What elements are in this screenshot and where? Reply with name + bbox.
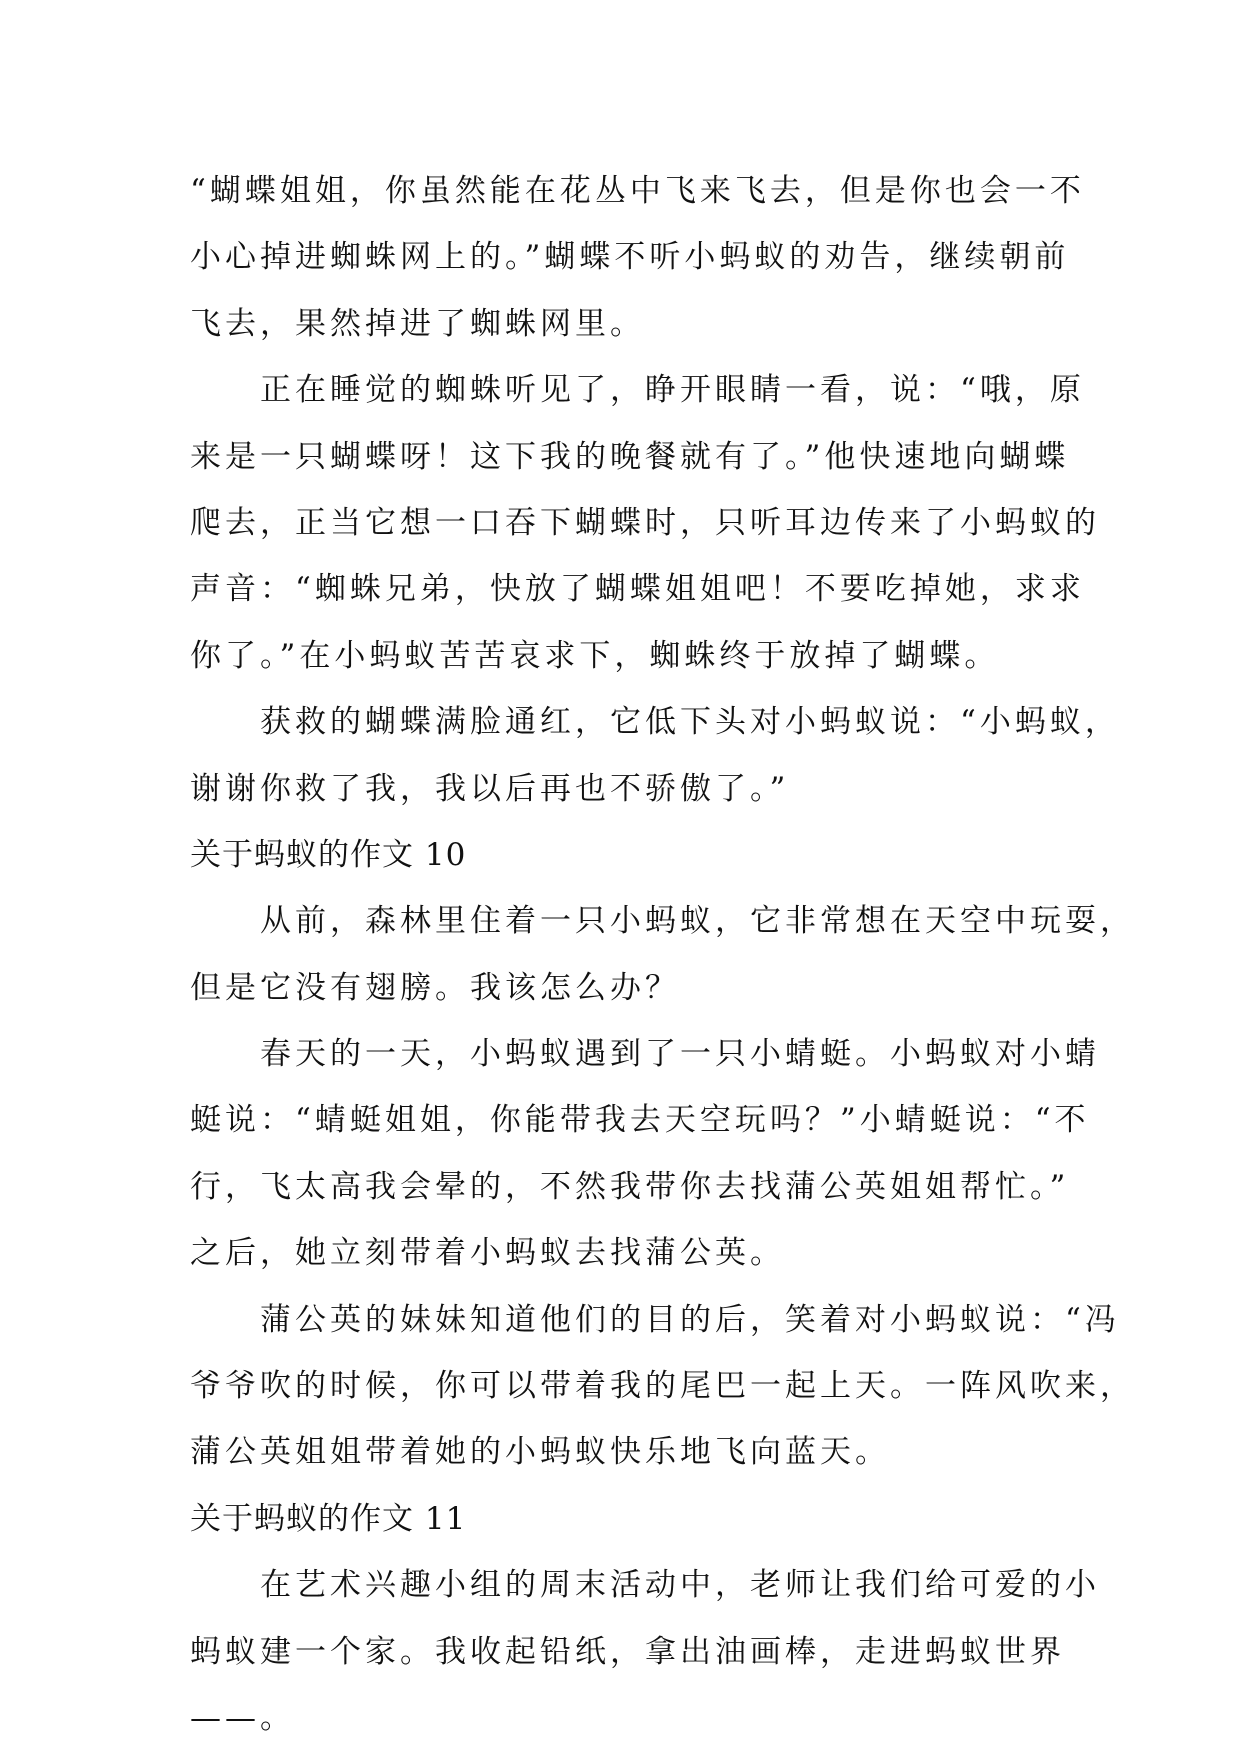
text-line: “蝴蝶姐姐，你虽然能在花丛中飞来飞去，但是你也会一不 [190,173,1085,209]
text-line: 春天的一天，小蚂蚁遇到了一只小蜻蜓。小蚂蚁对小蜻 [190,1036,1100,1073]
text-line: 谢谢你救了我，我以后再也不骄傲了。” [190,770,790,807]
text-line: 爬去，正当它想一口吞下蝴蝶时，只听耳边传来了小蚂蚁的 [190,504,1100,541]
text-line: 正在睡觉的蜘蛛听见了，睁开眼睛一看，说：“哦，原 [190,372,1085,409]
text-line: 蜓说：“蜻蜓姐姐，你能带我去天空玩吗？”小蜻蜓说：“不 [190,1102,1090,1139]
section-heading-11: 关于蚂蚁的作文 11 [190,1500,467,1537]
text-line: 之后，她立刻带着小蚂蚁去找蒲公英。 [190,1235,785,1272]
text-line: 飞去，果然掉进了蜘蛛网里。 [190,305,645,342]
text-line: 蚂蚁建一个家。我收起铅纸，拿出油画棒，走进蚂蚁世界 [190,1633,1065,1670]
text-line: 在艺术兴趣小组的周末活动中，老师让我们给可爱的小 [190,1567,1100,1604]
text-line: 来是一只蝴蝶呀！这下我的晚餐就有了。”他快速地向蝴蝶 [190,438,1070,475]
text-line: 声音：“蜘蛛兄弟，快放了蝴蝶姐姐吧！不要吃掉她，求求 [190,571,1085,608]
text-line: 但是它没有翅膀。我该怎么办？ [190,969,680,1006]
text-line: 小心掉进蜘蛛网上的。”蝴蝶不听小蚂蚁的劝告，继续朝前 [190,239,1070,276]
text-line: 获救的蝴蝶满脸通红，它低下头对小蚂蚁说：“小蚂蚁， [190,704,1120,741]
text-line: 蒲公英的妹妹知道他们的目的后，笑着对小蚂蚁说：“冯 [190,1301,1120,1338]
section-heading-10: 关于蚂蚁的作文 10 [190,836,467,873]
text-line: ——。 [190,1699,295,1736]
text-line: 从前，森林里住着一只小蚂蚁，它非常想在天空中玩耍， [190,903,1135,940]
text-line: 行，飞太高我会晕的，不然我带你去找蒲公英姐姐帮忙。” [190,1168,1070,1205]
text-line: 蒲公英姐姐带着她的小蚂蚁快乐地飞向蓝天。 [190,1434,890,1471]
text-line: 你了。”在小蚂蚁苦苦哀求下，蜘蛛终于放掉了蝴蝶。 [190,637,1000,674]
text-line: 爷爷吹的时候，你可以带着我的尾巴一起上天。一阵风吹来， [190,1368,1135,1405]
document-body [190,158,1135,1751]
